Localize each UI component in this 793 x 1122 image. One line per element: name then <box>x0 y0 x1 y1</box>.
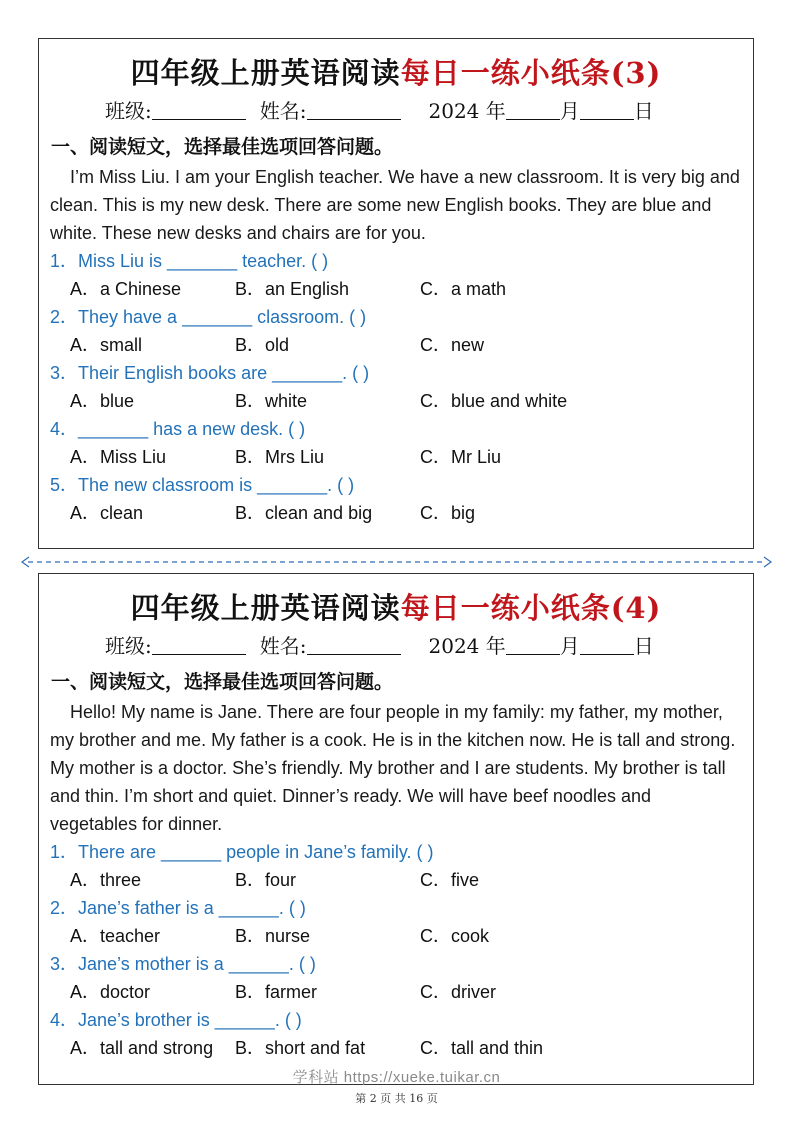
option-b: B．four <box>235 870 297 890</box>
option-b: B．Mrs Liu <box>235 447 325 467</box>
name-blank <box>307 632 401 655</box>
option-a: A．Miss Liu <box>70 447 167 467</box>
name-blank <box>307 97 401 120</box>
card-title <box>39 588 753 628</box>
student-info-line <box>39 93 753 129</box>
option-c: C．Mr Liu <box>420 447 502 467</box>
question: 1．There are ______ people in Jane’s family. ( ) <box>50 842 434 862</box>
year-label: 2024 年 <box>428 634 506 658</box>
arrow-left-icon <box>22 557 29 567</box>
card-title <box>39 53 753 93</box>
year-label: 2024 年 <box>428 99 506 123</box>
day-label: 日 <box>633 99 654 123</box>
question: 3．Jane’s mother is a ______. ( ) <box>50 954 316 974</box>
cut-line-divider <box>20 556 773 568</box>
watermark-url: 学科站 https://xueke.tuikar.cn <box>292 1069 501 1086</box>
answer-options <box>39 275 753 303</box>
question: 1．Miss Liu is _______ teacher. ( ) <box>50 251 329 271</box>
option-a: A．a Chinese <box>70 279 182 299</box>
option-b: B．white <box>235 391 308 411</box>
name-label: 姓名: <box>259 634 307 658</box>
arrow-right-icon <box>764 557 771 567</box>
class-label: 班级: <box>105 99 152 123</box>
answer-options <box>39 866 753 894</box>
option-a: A．doctor <box>70 982 151 1002</box>
option-a: A．three <box>70 870 142 890</box>
reading-passage <box>39 163 753 247</box>
option-c: C．new <box>420 335 485 355</box>
month-label: 月 <box>559 634 580 658</box>
passage-text: Hello! My name is Jane. There are four people in my family: my father, my mother, my brother and me. My father is a cook. He is in the kitchen now. He is tall and strong. My mother is a doctor. She’s friendly. My brother and I are students. My brother is tall and thin. I’m short and quiet. Dinner’s ready. We will have beef noodles and vegetables for dinner. <box>50 702 736 834</box>
option-b: B．an English <box>235 279 350 299</box>
worksheet-card-3 <box>38 38 754 549</box>
option-b: B．old <box>235 335 290 355</box>
answer-options <box>39 331 753 359</box>
reading-passage <box>39 698 753 838</box>
option-a: A．tall and strong <box>70 1038 214 1058</box>
section-heading: 一、阅读短文，选择最佳选项回答问题。 <box>51 671 394 693</box>
title-highlight: 每日一练小纸条(4) <box>400 591 662 625</box>
question: 3．Their English books are _______. ( ) <box>50 363 370 383</box>
option-c: C．tall and thin <box>420 1038 544 1058</box>
title-highlight: 每日一练小纸条(3) <box>400 56 662 90</box>
worksheet-card-4 <box>38 573 754 1085</box>
class-blank <box>152 97 246 120</box>
answer-options <box>39 922 753 950</box>
title-main: 四年级上册英语阅读 <box>130 56 401 90</box>
title-main: 四年级上册英语阅读 <box>130 591 401 625</box>
day-blank <box>580 632 634 655</box>
option-c: C．a math <box>420 279 507 299</box>
question: 2．Jane’s father is a ______. ( ) <box>50 898 306 918</box>
month-label: 月 <box>559 99 580 123</box>
answer-options <box>39 387 753 415</box>
option-b: B．farmer <box>235 982 318 1002</box>
option-a: A．blue <box>70 391 135 411</box>
passage-text: I’m Miss Liu. I am your English teacher. We have a new classroom. It is very big and clean. This is my new desk. There are some new English books. They are blue and white. These new desks and chairs are for you. <box>50 167 740 243</box>
page-number: 第 2 页 共 16 页 <box>355 1092 438 1105</box>
option-b: B．short and fat <box>235 1038 366 1058</box>
option-c: C．cook <box>420 926 490 946</box>
name-label: 姓名: <box>259 99 307 123</box>
day-blank <box>580 97 634 120</box>
question-list <box>39 247 753 527</box>
day-label: 日 <box>633 634 654 658</box>
month-blank <box>506 632 560 655</box>
option-a: A．small <box>70 335 143 355</box>
option-a: A．teacher <box>70 926 161 946</box>
month-blank <box>506 97 560 120</box>
question: 4．Jane’s brother is ______. ( ) <box>50 1010 302 1030</box>
option-c: C．five <box>420 870 480 890</box>
question: 4．_______ has a new desk. ( ) <box>50 419 306 439</box>
section-heading: 一、阅读短文，选择最佳选项回答问题。 <box>51 136 394 158</box>
answer-options <box>39 978 753 1006</box>
option-c: C．driver <box>420 982 497 1002</box>
question-list <box>39 838 753 1062</box>
question: 2．They have a _______ classroom. ( ) <box>50 307 367 327</box>
answer-options <box>39 499 753 527</box>
option-b: B．clean and big <box>235 503 373 523</box>
option-b: B．nurse <box>235 926 311 946</box>
option-c: C．big <box>420 503 476 523</box>
option-a: A．clean <box>70 503 144 523</box>
answer-options <box>39 443 753 471</box>
class-blank <box>152 632 246 655</box>
student-info-line <box>39 628 753 664</box>
question: 5．The new classroom is _______. ( ) <box>50 475 355 495</box>
class-label: 班级: <box>105 634 152 658</box>
option-c: C．blue and white <box>420 391 568 411</box>
answer-options <box>39 1034 753 1062</box>
